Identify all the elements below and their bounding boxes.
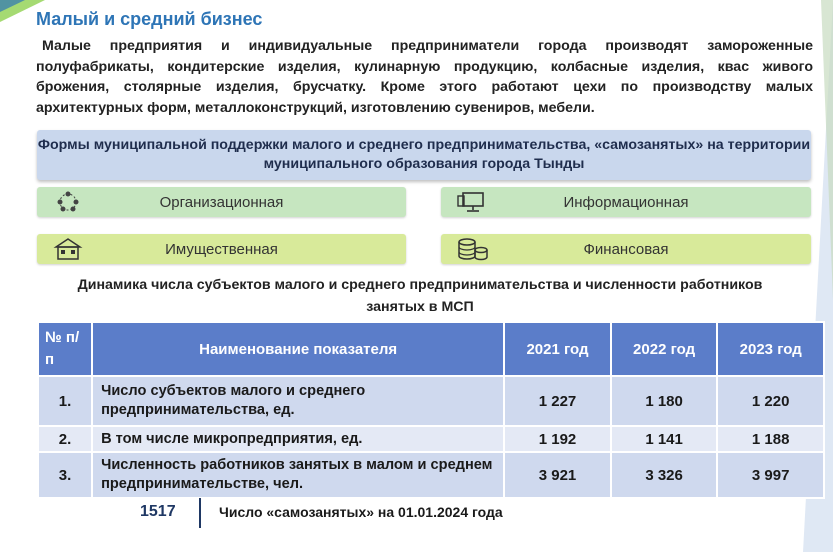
intro-paragraph: Малые предприятия и индивидуальные предприниматели города производят замороженные полуфабрикаты, кондитерские изделия, кулинарную продукцию, колбасные изделия, квас живого брожения, столярные изделия, брусчатку. Кроме этого работают цехи по производству малых архитектурных форм, металлоконструкций, изготовлению сувениров, мебели.: [36, 38, 813, 116]
table-header-row: [38, 322, 824, 376]
self-employed-count: 1517: [140, 503, 176, 520]
support-form-label: Финансовая: [583, 240, 669, 258]
header-2021: 2021 год: [504, 322, 611, 376]
row-number: 2.: [38, 426, 92, 452]
support-form-label: Имущественная: [165, 240, 278, 258]
row-indicator: Число субъектов малого и среднего предпринимательства, ед.: [92, 376, 504, 426]
header-2023: 2023 год: [717, 322, 824, 376]
row-number: 3.: [38, 452, 92, 498]
support-heading-text: Формы муниципальной поддержки малого и среднего предпринимательства, «самозанятых» на территории муниципального образования города Тынды: [37, 137, 811, 172]
support-form-organizational: [37, 187, 406, 217]
row-number: 1.: [38, 376, 92, 426]
value-2023: 3 997: [717, 452, 824, 498]
header-name: Наименование показателя: [92, 322, 504, 376]
value-2021: 1 192: [504, 426, 611, 452]
header-2022: 2022 год: [611, 322, 718, 376]
row-indicator: В том числе микропредприятия, ед.: [92, 426, 504, 452]
table-row: [38, 452, 824, 498]
value-2022: 3 326: [611, 452, 718, 498]
support-form-label: Организационная: [159, 193, 284, 211]
support-form-property: [37, 234, 406, 264]
value-2023: 1 220: [717, 376, 824, 426]
table-row: [38, 426, 824, 452]
support-form-informational: [441, 187, 811, 217]
row-indicator: Численность работников занятых в малом и среднем предпринимательстве, чел.: [92, 452, 504, 498]
header-num: № п/п: [38, 322, 92, 376]
footer-divider: [199, 498, 201, 528]
value-2023: 1 188: [717, 426, 824, 452]
page-title: Малый и средний бизнес: [36, 9, 263, 29]
dynamics-table: [37, 321, 825, 499]
table-title: Динамика числа субъектов малого и среднего предпринимательства и численности работников занятых в МСП: [77, 277, 763, 315]
value-2021: 1 227: [504, 376, 611, 426]
value-2021: 3 921: [504, 452, 611, 498]
support-form-label: Информационная: [563, 193, 689, 211]
self-employed-caption: Число «самозанятых» на 01.01.2024 года: [219, 504, 503, 520]
table-row: [38, 376, 824, 426]
support-heading: [37, 130, 811, 180]
value-2022: 1 141: [611, 426, 718, 452]
support-form-financial: [441, 234, 811, 264]
value-2022: 1 180: [611, 376, 718, 426]
